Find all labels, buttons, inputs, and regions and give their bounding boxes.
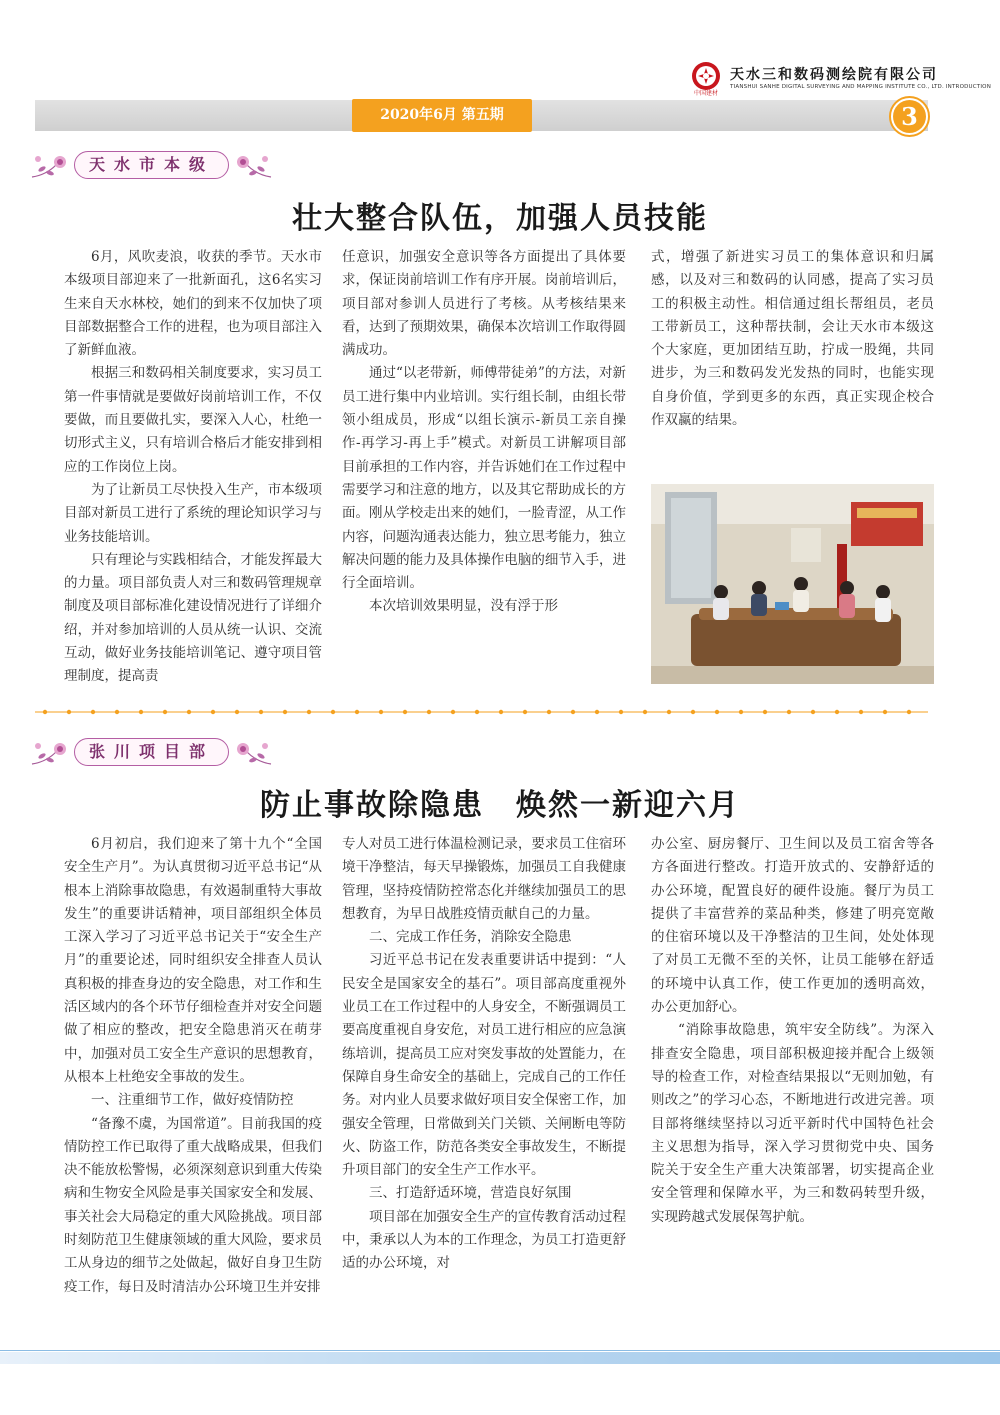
page-number: 3 <box>893 100 926 133</box>
footer-line <box>0 1350 1000 1351</box>
page-number-badge <box>889 96 930 137</box>
paragraph-continued: 办公室、厨房餐厅、卫生间以及员工宿舍等各方各面进行整改。打造开放式的、安静舒适的办公环境，配置良好的硬件设施。餐厅为员工提供了丰富营养的菜品种类，修建了明亮宽敞的住宿环境以及干净整洁的卫生间，处处体现了对员工无微不至的关怀，让员工能够在舒适的环境中认真工作，使工作更加的透明高效，办公更加舒心。 <box>651 836 934 1016</box>
section-tag-label: 张川项目部 <box>74 738 229 766</box>
paragraph-continued: 式，增强了新进实习员工的集体意识和归属感，以及对三和数码的认同感，提高了实习员工的积极主动性。相信通过组长帮组员，老员工带新员工，这种帮扶制，会让天水市本级这个大家庭，更加团结互助，拧成一股绳，共同进步，为三和数码发光发热的同时，也能实现自身价值，学到更多的东西，真正实现企校合作双赢的结果。 <box>651 249 934 429</box>
article-1-column-1 <box>64 246 322 686</box>
flower-ornament-icon <box>30 147 72 183</box>
section-tag-2 <box>30 732 273 772</box>
training-photo <box>651 484 934 684</box>
company-name: 天水三和数码测绘院有限公司 <box>730 67 938 83</box>
article-2-title: 防止事故除隐患 焕然一新迎六月 <box>260 788 740 823</box>
paragraph: 只有理论与实践相结合，才能发挥最大的力量。项目部负责人对三和数码管理规章制度及项目部标准化建设情况进行了详细介绍，并对参加培训的人员从统一认识、交流互动，做好业务技能培训笔记、遵守项目管理制度，提高责 <box>64 551 322 685</box>
flower-ornament-icon <box>30 734 72 770</box>
paragraph-continued: 任意识，加强安全意识等各方面提出了具体要求，保证岗前培训工作有序开展。岗前培训后，项目部对参训人员进行了考核。从考核结果来看，达到了预期效果，确保本次培训工作取得圆满成功。 <box>342 249 626 359</box>
paragraph-continued: 专人对员工进行体温检测记录，要求员工住宿环境干净整洁，每天早操锻炼，加强员工自我健康管理，坚持疫情防控常态化并继续加强员工的思想教育，为早日战胜疫情贡献自己的力量。 <box>342 836 626 922</box>
article-1-title: 壮大整合队伍，加强人员技能 <box>292 201 708 236</box>
footer-strip <box>0 1352 1000 1364</box>
section-tag-1 <box>30 145 273 185</box>
paragraph: 6月初启，我们迎来了第十九个“全国安全生产月”。为认真贯彻习近平总书记“从根本上消除事故隐患，有效遏制重特大事故发生”的重要讲话精神，项目部组织全体员工深入学习了习近平总书记关于“安全生产月”的重要论述，同时组织安全排查人员认真积极的排查身边的安全隐患，对工作和生活区域内的各个环节仔细检查并对安全问题做了相应的整改，把安全隐患消灭在萌芽中，加强对员工安全生产意识的思想教育，从根本上杜绝安全事故的发生。 <box>64 836 322 1085</box>
article-2-column-2 <box>342 833 626 1345</box>
flower-ornament-icon <box>231 147 273 183</box>
paragraph: 根据三和数码相关制度要求，实习员工第一件事情就是要做好岗前培训工作，不仅要做，而且要做扎实，要深入人心，杜绝一切形式主义，只有培训合格后才能安排到相应的工作岗位上岗。 <box>64 365 322 475</box>
company-header <box>690 58 992 98</box>
article-1-column-3 <box>651 246 934 458</box>
article-2-column-3 <box>651 833 934 1345</box>
logo-caption: 中国建材 <box>693 90 718 97</box>
paragraph: 本次培训效果明显，没有浮于形 <box>369 598 558 615</box>
paragraph: “消除事故隐患，筑牢安全防线”。为深入排查安全隐患，项目部积极迎接并配合上级领导的检查工作，对检查结果报以“无则加勉，有则改之”的学习心态，不断地进行改进完善。项目部将继续坚持以习近平新时代中国特色社会主义思想为指导，深入学习贯彻党中央、国务院关于安全生产重大决策部署，切实提高企业安全管理和保障水平，为三和数码转型升级，实现跨越式发展保驾护航。 <box>651 1022 934 1225</box>
subheading: 三、打造舒适环境，营造良好氛围 <box>369 1185 572 1202</box>
company-name-english: TIANSHUI SANHE DIGITAL SURVEYING AND MAPPING INSTITUTE CO., LTD. INTRODUCTION <box>730 84 992 90</box>
issue-label: 2020年6月 第五期 <box>352 99 532 132</box>
paragraph: 通过“以老带新，师傅带徒弟”的方法，对新员工进行集中内业培训。实行组长制，由组长带领小组成员，形成“以组长演示-新员工亲自操作-再学习-再上手”模式。对新员工讲解项目部目前承担的工作内容，并告诉她们在工作过程中需要学习和注意的地方，以及其它帮助成长的方面。刚从学校走出来的她们，一脸青涩，从工作内容，问题沟通表达能力，独立思考能力，独立解决问题的能力及具体操作电脑的细节入手，进行全面培训。 <box>342 365 626 592</box>
subheading: 一、注重细节工作，做好疫情防控 <box>91 1092 294 1109</box>
paragraph: 6月，风吹麦浪，收获的季节。天水市本级项目部迎来了一批新面孔，这6名实习生来自天水林校，她们的到来不仅加快了项目部数据整合工作的进程，也为项目部注入了新鲜血液。 <box>64 249 322 359</box>
article-2-column-1 <box>64 833 322 1345</box>
paragraph: 习近平总书记在发表重要讲话中提到：“人民安全是国家安全的基石”。项目部高度重视外业员工在工作过程中的人身安全，不断强调员工要高度重视自身安危，对员工进行相应的应急演练培训，提高员工应对突发事故的处置能力，在保障自身生命安全的基础上，完成自己的工作任务。对内业人员要求做好项目安全保密工作，加强安全管理，日常做到关门关锁、关闸断电等防火、防盗工作，防范各类安全事故发生，不断提升项目部门的安全生产工作水平。 <box>342 952 626 1179</box>
section-tag-label: 天水市本级 <box>74 151 229 179</box>
section-divider <box>35 705 928 719</box>
paragraph: “备豫不虞，为国常道”。目前我国的疫情防控工作已取得了重大战略成果，但我们决不能放松警惕，必须深刻意识到重大传染病和生物安全风险是事关国家安全和发展、事关社会大局稳定的重大风险挑战。项目部时刻防范卫生健康领域的重大风险，要求员工从身边的细节之处做起，做好自身卫生防疫工作，每日及时清洁办公环境卫生并安排 <box>64 1115 322 1295</box>
flower-ornament-icon <box>231 734 273 770</box>
paragraph: 项目部在加强安全生产的宣传教育活动过程中，秉承以人为本的工作理念，为员工打造更舒适的办公环境，对 <box>342 1208 626 1272</box>
paragraph: 为了让新员工尽快投入生产，市本级项目部对新员工进行了系统的理论知识学习与业务技能培训。 <box>64 481 322 545</box>
article-1-column-2 <box>342 246 626 686</box>
meeting-room-photo-icon <box>651 484 934 684</box>
subheading: 二、完成工作任务，消除安全隐患 <box>369 929 572 946</box>
